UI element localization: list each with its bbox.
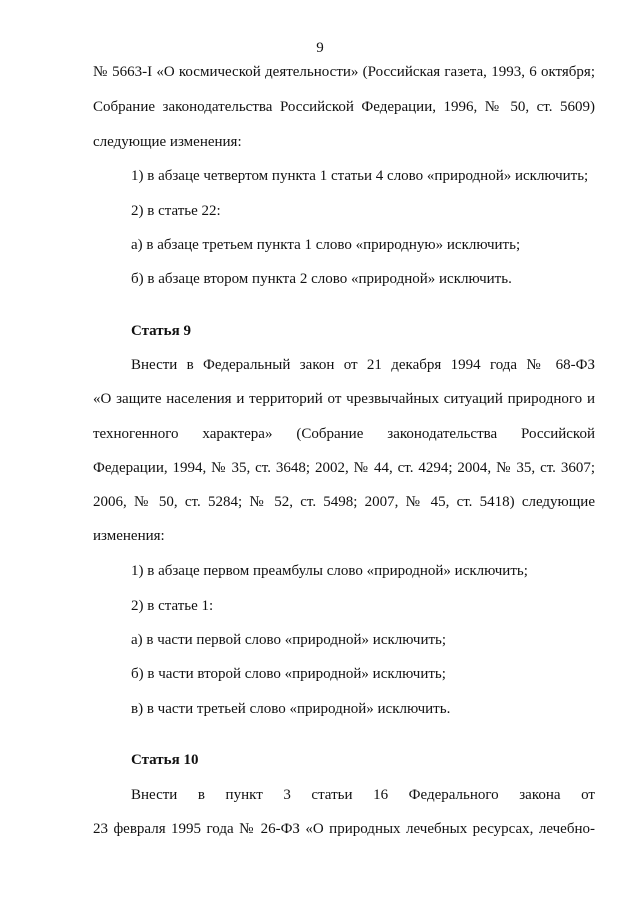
list-item: а) в части первой слово «природной» исключить; xyxy=(131,632,447,648)
list-item: 2) в статье 1: xyxy=(131,598,214,614)
list-item: а) в абзаце третьем пункта 1 слово «природную» исключить; xyxy=(131,237,521,253)
paragraph-line: техногенного характера» (Собрание законодательства Российской xyxy=(93,426,595,442)
paragraph-line: Собрание законодательства Российской Федерации, 1996, № 50, ст. 5609) xyxy=(93,99,595,115)
paragraph-line: следующие изменения: xyxy=(93,134,242,150)
page-number: 9 xyxy=(316,40,324,56)
list-item: 2) в статье 22: xyxy=(131,203,221,219)
article-heading: Статья 10 xyxy=(131,752,199,768)
list-item: 1) в абзаце четвертом пункта 1 статьи 4 слово «природной» исключить; xyxy=(131,168,589,184)
list-item: 1) в абзаце первом преамбулы слово «природной» исключить; xyxy=(131,563,528,579)
paragraph-line: изменения: xyxy=(93,528,165,544)
article-heading: Статья 9 xyxy=(131,323,191,339)
paragraph-line: «О защите населения и территорий от чрезвычайных ситуаций природного и xyxy=(93,391,595,407)
list-item: б) в части второй слово «природной» исключить; xyxy=(131,666,446,682)
paragraph-line: 2006, № 50, ст. 5284; № 52, ст. 5498; 2007, № 45, ст. 5418) следующие xyxy=(93,494,595,510)
paragraph-line: Внести в пункт 3 статьи 16 Федерального закона от xyxy=(131,787,595,803)
paragraph-line: № 5663-I «О космической деятельности» (Российская газета, 1993, 6 октября; xyxy=(93,64,595,80)
paragraph-line: 23 февраля 1995 года № 26-ФЗ «О природных лечебных ресурсах, лечебно- xyxy=(93,821,595,837)
list-item: б) в абзаце втором пункта 2 слово «природной» исключить. xyxy=(131,271,512,287)
paragraph-line: Внести в Федеральный закон от 21 декабря 1994 года № 68-ФЗ xyxy=(131,357,595,373)
list-item: в) в части третьей слово «природной» исключить. xyxy=(131,701,451,717)
paragraph-line: Федерации, 1994, № 35, ст. 3648; 2002, № 44, ст. 4294; 2004, № 35, ст. 3607; xyxy=(93,460,595,476)
